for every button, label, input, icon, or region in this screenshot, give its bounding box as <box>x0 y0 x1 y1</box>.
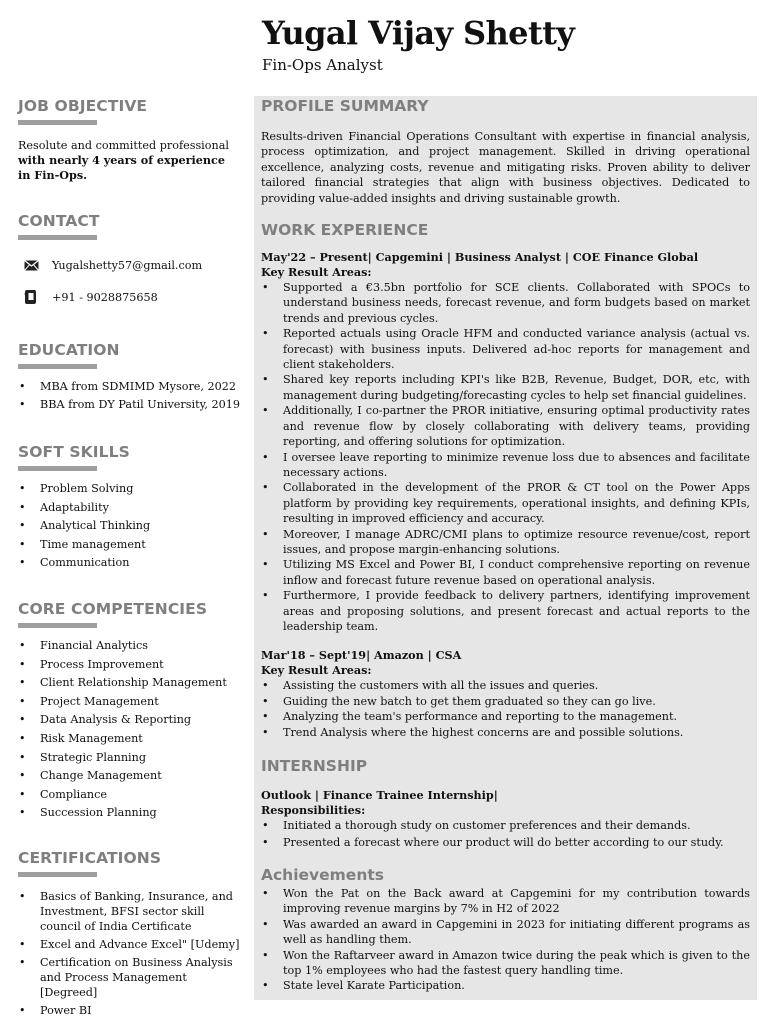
list-item: • BBA from DY Patil University, 2019 <box>18 396 240 414</box>
summary-text: Results-driven Financial Operations Consultant with expertise in financial analysis, process optimization, and project management. Skilled in driving operational excellence, analyzing costs, revenue and mitigating risks. Proven ability to deliver tailored financial strategies that align with business objectives. Dedicated to providing value-added insights and driving sustainable growth. <box>261 130 750 205</box>
contact-section <box>18 211 240 306</box>
job-objective-section <box>18 96 240 183</box>
responsibilities-label: Responsibilities: <box>261 803 366 817</box>
list-item: • Initiated a thorough study on customer preferences and their demands. <box>261 818 750 835</box>
list-item: • Trend Analysis where the highest concerns are and possible solutions. <box>261 725 750 740</box>
contact-email-row <box>18 256 240 274</box>
list-item: • Collaborated in the development of the PROR & CT tool on the Power Apps platform by providing key requirements, operational insights, and defining KPIs, resulting in improved efficiency and accuracy. <box>261 480 750 526</box>
soft-skills-list <box>18 480 240 573</box>
education-list <box>18 378 240 414</box>
list-item: • Assisting the customers with all the issues and queries. <box>261 678 750 693</box>
list-item: • State level Karate Participation. <box>261 978 750 993</box>
candidate-title: Fin-Ops Analyst <box>262 56 383 74</box>
right-column <box>261 96 750 994</box>
job-entry <box>261 648 750 740</box>
key-result-areas-label: Key Result Areas: <box>261 265 372 280</box>
section-heading: WORK EXPERIENCE <box>261 221 429 240</box>
list-item: • Client Relationship Management <box>18 674 240 693</box>
list-item: • Basics of Banking, Insurance, and Investment, BFSI sector skill council of India Certificate <box>18 889 240 934</box>
job-title: May'22 – Present| Capgemini | Business Analyst | COE Finance Global <box>261 250 699 265</box>
job-title: Mar'18 – Sept'19| Amazon | CSA <box>261 648 462 663</box>
objective-text-bold: with nearly 4 years of experience in Fin-Ops. <box>18 153 225 182</box>
section-heading: EDUCATION <box>18 341 120 359</box>
section-heading: Achievements <box>261 866 384 884</box>
heading-underline <box>18 120 97 125</box>
section-heading: JOB OBJECTIVE <box>18 97 148 115</box>
key-result-areas-label: Key Result Areas: <box>261 663 372 678</box>
list-item: • Data Analysis & Reporting <box>18 711 240 730</box>
list-item: • Utilizing MS Excel and Power BI, I conduct comprehensive reporting on revenue inflow and forecast future revenue based on operational analysis. <box>261 557 750 588</box>
list-item: • Financial Analytics <box>18 637 240 656</box>
job-bullets <box>261 280 750 634</box>
profile-summary-section <box>261 96 750 206</box>
internship-section <box>261 756 750 851</box>
list-item: • Was awarded an award in Capgemini in 2023 for initiating different programs as well as handling them. <box>261 917 750 948</box>
contact-phone-row <box>18 288 240 306</box>
list-item: • Certification on Business Analysis and Process Management [Degreed] <box>18 955 240 1000</box>
list-item: • Succession Planning <box>18 804 240 823</box>
section-heading: CERTIFICATIONS <box>18 848 162 867</box>
envelope-icon <box>18 260 44 271</box>
heading-underline <box>18 364 97 369</box>
internship-bullets <box>261 818 750 851</box>
education-section <box>18 340 240 414</box>
list-item: • Shared key reports including KPI's like B2B, Revenue, Budget, DOR, etc, with management during budgeting/forecasting cycles to help set financial guidelines. <box>261 372 750 403</box>
list-item: • Change Management <box>18 767 240 786</box>
list-item: • Compliance <box>18 786 240 805</box>
contact-phone: +91 - 9028875658 <box>52 290 158 304</box>
heading-underline <box>18 623 97 628</box>
soft-skills-section <box>18 442 240 573</box>
achievements-bullets <box>261 886 750 994</box>
contact-email[interactable]: Yugalshetty57@gmail.com <box>52 258 203 272</box>
certifications-section <box>18 848 240 1018</box>
resume-header <box>262 12 574 74</box>
list-item: • Process Improvement <box>18 656 240 675</box>
list-item: • Won the Raftarveer award in Amazon twice during the peak which is given to the top 1% employees who had the fastest query handling time. <box>261 948 750 979</box>
heading-underline <box>18 872 97 877</box>
list-item: • Won the Pat on the Back award at Capgemini for my contribution towards improving revenue margins by 7% in H2 of 2022 <box>261 886 750 917</box>
list-item: • Analytical Thinking <box>18 517 240 536</box>
work-experience-section <box>261 220 750 740</box>
list-item: • Supported a €3.5bn portfolio for SCE clients. Collaborated with SPOCs to understand business needs, forecast revenue, and form budgets based on market trends and previous cycles. <box>261 280 750 326</box>
list-item: • Guiding the new batch to get them graduated so they can go live. <box>261 694 750 709</box>
left-column <box>18 96 240 1018</box>
core-competencies-list <box>18 637 240 823</box>
internship-title: Outlook | Finance Trainee Internship| <box>261 788 498 802</box>
phone-icon <box>18 289 44 305</box>
objective-text <box>18 138 240 183</box>
section-heading: PROFILE SUMMARY <box>261 97 429 115</box>
list-item: • Reported actuals using Oracle HFM and conducted variance analysis (actual vs. forecast) with business inputs. Delivered ad-hoc reports for management and client stakeholders. <box>261 326 750 372</box>
section-heading: CONTACT <box>18 212 100 230</box>
certifications-list <box>18 889 240 1018</box>
list-item: • Presented a forecast where our product will do better according to our study. <box>261 835 750 852</box>
list-item: • I oversee leave reporting to minimize revenue loss due to absences and facilitate necessary actions. <box>261 450 750 481</box>
heading-underline <box>18 235 97 240</box>
list-item: • Project Management <box>18 693 240 712</box>
job-bullets <box>261 678 750 740</box>
section-heading: CORE COMPETENCIES <box>18 599 208 618</box>
list-item: • Analyzing the team's performance and reporting to the management. <box>261 709 750 724</box>
job-entry <box>261 250 750 634</box>
candidate-name: Yugal Vijay Shetty <box>262 14 575 52</box>
list-item: • Communication <box>18 554 240 573</box>
section-heading: SOFT SKILLS <box>18 443 130 461</box>
list-item: • MBA from SDMIMD Mysore, 2022 <box>18 378 240 396</box>
list-item: • Power BI <box>18 1003 240 1018</box>
list-item: • Problem Solving <box>18 480 240 499</box>
list-item: • Furthermore, I provide feedback to delivery partners, identifying improvement areas and proposing solutions, and present forecast and actual reports to the leadership team. <box>261 588 750 634</box>
list-item: • Additionally, I co-partner the PROR initiative, ensuring optimal productivity rates and revenue flow by closely collaborating with delivery teams, providing reporting, and offering solutions for optimization. <box>261 403 750 449</box>
list-item: • Adaptability <box>18 499 240 518</box>
core-competencies-section <box>18 599 240 823</box>
list-item: • Moreover, I manage ADRC/CMI plans to optimize resource revenue/cost, report issues, and propose margin-enhancing solutions. <box>261 527 750 558</box>
list-item: • Risk Management <box>18 730 240 749</box>
heading-underline <box>18 466 97 471</box>
list-item: • Strategic Planning <box>18 749 240 768</box>
list-item: • Excel and Advance Excel" [Udemy] <box>18 937 240 952</box>
section-heading: INTERNSHIP <box>261 757 368 775</box>
objective-text-plain: Resolute and committed professional <box>18 139 229 152</box>
achievements-section <box>261 865 750 994</box>
list-item: • Time management <box>18 536 240 555</box>
